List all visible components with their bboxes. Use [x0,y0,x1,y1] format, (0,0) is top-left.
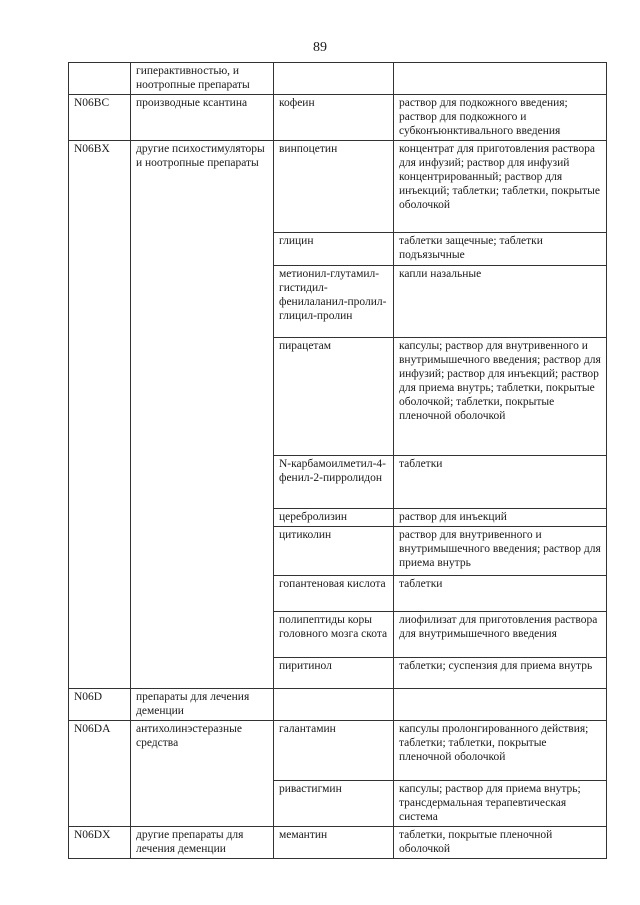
form-cell: раствор для инъекций [394,509,607,527]
inn-cell: кофеин [274,95,394,141]
inn-cell [274,63,394,95]
inn-cell: метионил-глутамил-гистидил-фенилаланил-пролил-глицил-пролин [274,266,394,338]
inn-cell: пирацетам [274,338,394,456]
group-cell: препараты для лечения деменции [131,689,274,721]
form-cell: капсулы; раствор для приема внутрь; трансдермальная терапевтическая система [394,781,607,827]
table-row [69,141,607,233]
inn-cell: пиритинол [274,658,394,689]
atc-code-cell: N06D [69,689,131,721]
form-cell: капсулы пролонгированного действия; таблетки; таблетки, покрытые пленочной оболочкой [394,721,607,781]
inn-cell: винпоцетин [274,141,394,233]
inn-cell: церебролизин [274,509,394,527]
form-cell: таблетки [394,456,607,509]
group-cell: производные ксантина [131,95,274,141]
form-cell: капсулы; раствор для внутривенного и внутримышечного введения; раствор для инфузий; раствор для инъекций; раствор для приема внутрь; таблетки, покрытые оболочкой; таблетки, покрытые пленочной оболочкой [394,338,607,456]
group-cell: другие психостимуляторы и ноотропные препараты [131,141,274,689]
inn-cell: гопантеновая кислота [274,576,394,612]
drug-table [68,62,607,859]
form-cell: раствор для внутривенного и внутримышечного введения; раствор для приема внутрь [394,527,607,576]
form-cell: таблетки, покрытые пленочной оболочкой [394,827,607,859]
form-cell [394,689,607,721]
table-row [69,689,607,721]
page-number: 89 [313,40,327,55]
form-cell [394,63,607,95]
form-cell: концентрат для приготовления раствора для инфузий; раствор для инфузий концентрированный; раствор для инъекций; таблетки; таблетки, покрытые оболочкой [394,141,607,233]
form-cell: таблетки [394,576,607,612]
form-cell: таблетки защечные; таблетки подъязычные [394,233,607,266]
form-cell: лиофилизат для приготовления раствора для внутримышечного введения [394,612,607,658]
inn-cell: глицин [274,233,394,266]
group-cell: антихолинэстеразные средства [131,721,274,827]
atc-code-cell: N06DA [69,721,131,827]
form-cell: таблетки; суспензия для приема внутрь [394,658,607,689]
form-cell: капли назальные [394,266,607,338]
table-row [69,721,607,781]
atc-code-cell: N06BX [69,141,131,689]
table-row [69,63,607,95]
atc-code-cell [69,63,131,95]
inn-cell: мемантин [274,827,394,859]
form-cell: раствор для подкожного введения; раствор для подкожного и субконъюнктивального введения [394,95,607,141]
table-row [69,827,607,859]
inn-cell: цитиколин [274,527,394,576]
inn-cell: N-карбамоилметил-4-фенил-2-пирролидон [274,456,394,509]
group-cell: гиперактивностью, и ноотропные препараты [131,63,274,95]
atc-code-cell: N06BC [69,95,131,141]
inn-cell: ривастигмин [274,781,394,827]
inn-cell: галантамин [274,721,394,781]
group-cell: другие препараты для лечения деменции [131,827,274,859]
inn-cell: полипептиды коры головного мозга скота [274,612,394,658]
table-row [69,95,607,141]
inn-cell [274,689,394,721]
atc-code-cell: N06DX [69,827,131,859]
